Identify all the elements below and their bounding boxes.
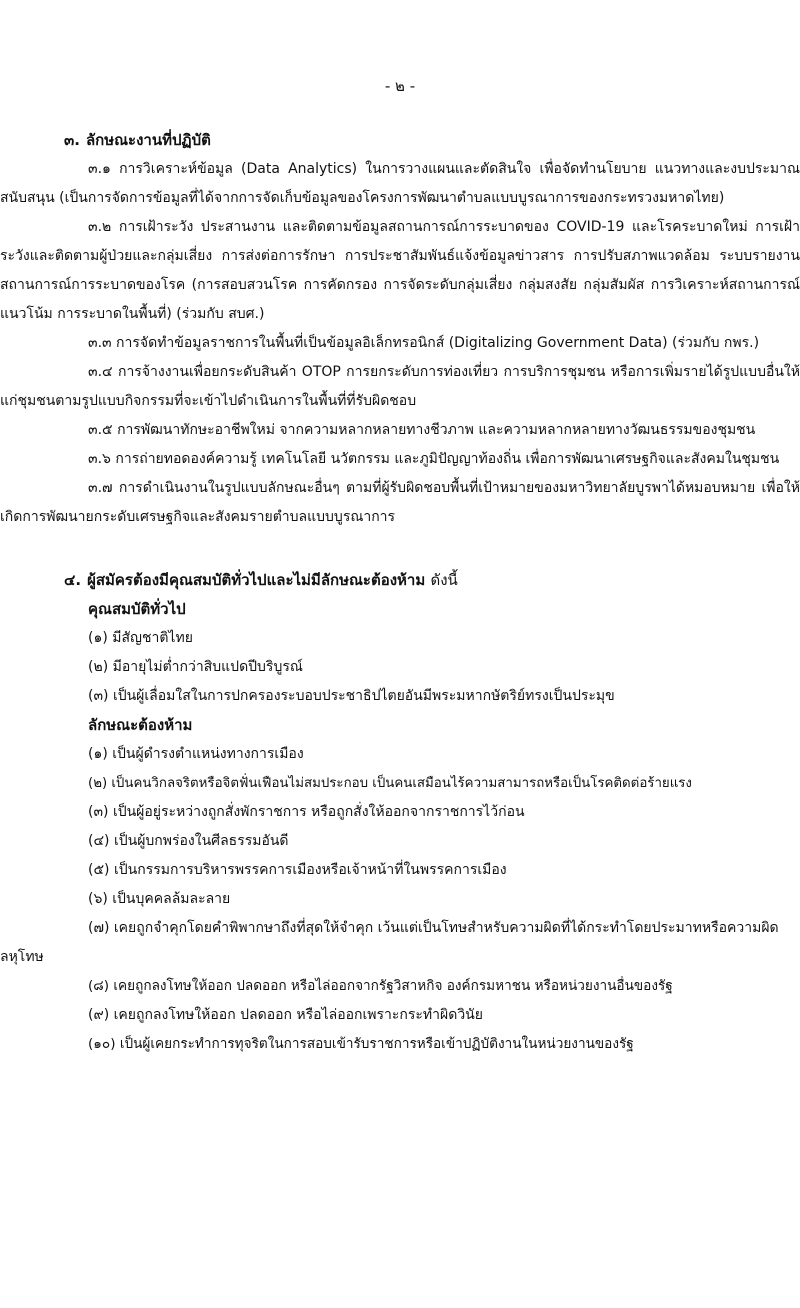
section-3-paragraph-7: ๓.๗ การดำเนินงานในรูปแบบลักษณะอื่นๆ ตามที่ผู้รับผิดชอบพื้นที่เป้าหมายของมหาวิทยาลัยบูรพาได้หมอบหมาย เพื่อให้เกิดการพัฒนายกระดับเศรษฐกิจและสังคมรายตำบลแบบบูรณาการ bbox=[0, 480, 800, 525]
section-3-paragraph-4: ๓.๔ การจ้างงานเพื่อยกระดับสินค้า OTOP การยกระดับการท่องเที่ยว การบริการชุมชน หรือการเพิ่มรายได้รูปแบบอื่นให้แก่ชุมชนตามรูปแบบกิจกรรมที่จะเข้าไปดำเนินการในพื้นที่ที่รับผิดชอบ bbox=[0, 364, 800, 409]
section-4-heading bbox=[64, 566, 800, 595]
prohibited-item-4: (๔) เป็นผู้บกพร่องในศีลธรรมอันดี bbox=[88, 833, 289, 849]
section-4-number: ๔. bbox=[64, 571, 82, 589]
prohibited-item-8: (๘) เคยถูกลงโทษให้ออก ปลดออก หรือไล่ออกจากรัฐวิสาหกิจ องค์กรมหาชน หรือหน่วยงานอื่นของรัฐ bbox=[88, 978, 673, 994]
section-4-title: ผู้สมัครต้องมีคุณสมบัติทั่วไปและไม่มีลักษณะต้องห้าม bbox=[87, 571, 426, 589]
document-body bbox=[0, 126, 800, 1059]
prohibited-item-9: (๙) เคยถูกลงโทษให้ออก ปลดออก หรือไล่ออกเพราะกระทำผิดวินัย bbox=[88, 1007, 483, 1023]
section-3-paragraph-5: ๓.๕ การพัฒนาทักษะอาชีพใหม่ จากความหลากหลายทางชีวภาพ และความหลากหลายทางวัฒนธรรมของชุมชน bbox=[88, 422, 756, 438]
prohibited-item-6: (๖) เป็นบุคคลล้มละลาย bbox=[88, 891, 231, 907]
prohibited-item-7: (๗) เคยถูกจำคุกโดยคำพิพากษาถึงที่สุดให้จำคุก เว้นแต่เป็นโทษสำหรับความผิดที่ได้กระทำโดยประมาทหรือความผิดลหุโทษ bbox=[0, 920, 779, 965]
prohibited-item-5: (๕) เป็นกรรมการบริหารพรรคการเมืองหรือเจ้าหน้าที่ในพรรคการเมือง bbox=[88, 862, 507, 878]
section-3-paragraph-2: ๓.๒ การเฝ้าระวัง ประสานงาน และติดตามข้อมูลสถานการณ์การระบาดของ COVID-19 และโรคระบาดใหม่ การเฝ้าระวังและติดตามผู้ป่วยและกลุ่มเสี่ยง การส่งต่อการรักษา การประชาสัมพันธ์แจ้งข้อมูลข่าวสาร การปรับสภาพแวดล้อม ระบบรายงานสถานการณ์การระบาดของโรค (การสอบสวนโรค การคัดกรอง การจัดระดับกลุ่มเสี่ยง กลุ่มสงสัย กลุ่มสัมผัส การวิเคราะห์สถานการณ์แนวโน้ม การระบาดในพื้นที่) (ร่วมกับ สบศ.) bbox=[0, 219, 800, 322]
section-3-title: ลักษณะงานที่ปฏิบัติ bbox=[85, 131, 211, 149]
section-3-paragraph-6: ๓.๖ การถ่ายทอดองค์ความรู้ เทคโนโลยี นวัตกรรม และภูมิปัญญาท้องถิ่น เพื่อการพัฒนาเศรษฐกิจและสังคมในชุมชน bbox=[88, 451, 780, 467]
prohibited-item-3: (๓) เป็นผู้อยู่ระหว่างถูกสั่งพักราชการ หรือถูกสั่งให้ออกจากราชการไว้ก่อน bbox=[88, 804, 525, 820]
prohibited-characteristics-heading: ลักษณะต้องห้าม bbox=[88, 716, 193, 734]
section-3-paragraph-1: ๓.๑ การวิเคราะห์ข้อมูล (Data Analytics) ในการวางแผนและตัดสินใจ เพื่อจัดทำนโยบาย แนวทางและงบประมาณสนับสนุน (เป็นการจัดการข้อมูลที่ได้จากการจัดเก็บข้อมูลของโครงการพัฒนาตำบลแบบบูรณาการของกระทรวงมหาดไทย) bbox=[0, 161, 800, 206]
prohibited-item-2: (๒) เป็นคนวิกลจริตหรือจิตฟั่นเฟือนไม่สมประกอบ เป็นคนเสมือนไร้ความสามารถหรือเป็นโรคติดต่อร้ายแรง bbox=[88, 776, 692, 791]
general-item-1: (๑) มีสัญชาติไทย bbox=[88, 630, 193, 646]
prohibited-item-10: (๑๐) เป็นผู้เคยกระทำการทุจริตในการสอบเข้ารับราชการหรือเข้าปฏิบัติงานในหน่วยงานของรัฐ bbox=[88, 1036, 634, 1052]
section-3-heading bbox=[64, 126, 800, 155]
section-4-title-suffix: ดังนี้ bbox=[430, 571, 458, 589]
prohibited-item-1: (๑) เป็นผู้ดำรงตำแหน่งทางการเมือง bbox=[88, 746, 304, 762]
section-3-paragraph-3: ๓.๓ การจัดทำข้อมูลราชการในพื้นที่เป็นข้อมูลอิเล็กทรอนิกส์ (Digitalizing Government Data) (ร่วมกับ กพร.) bbox=[88, 335, 760, 351]
general-item-2: (๒) มีอายุไม่ต่ำกว่าสิบแปดปีบริบูรณ์ bbox=[88, 659, 303, 675]
general-qualifications-heading: คุณสมบัติทั่วไป bbox=[88, 600, 186, 618]
page-number: - ๒ - bbox=[384, 77, 416, 95]
section-spacer bbox=[0, 532, 800, 566]
general-item-3: (๓) เป็นผู้เลื่อมใสในการปกครองระบอบประชาธิปไตยอันมีพระมหากษัตริย์ทรงเป็นประมุข bbox=[88, 688, 615, 704]
section-3-number: ๓. bbox=[64, 131, 80, 149]
